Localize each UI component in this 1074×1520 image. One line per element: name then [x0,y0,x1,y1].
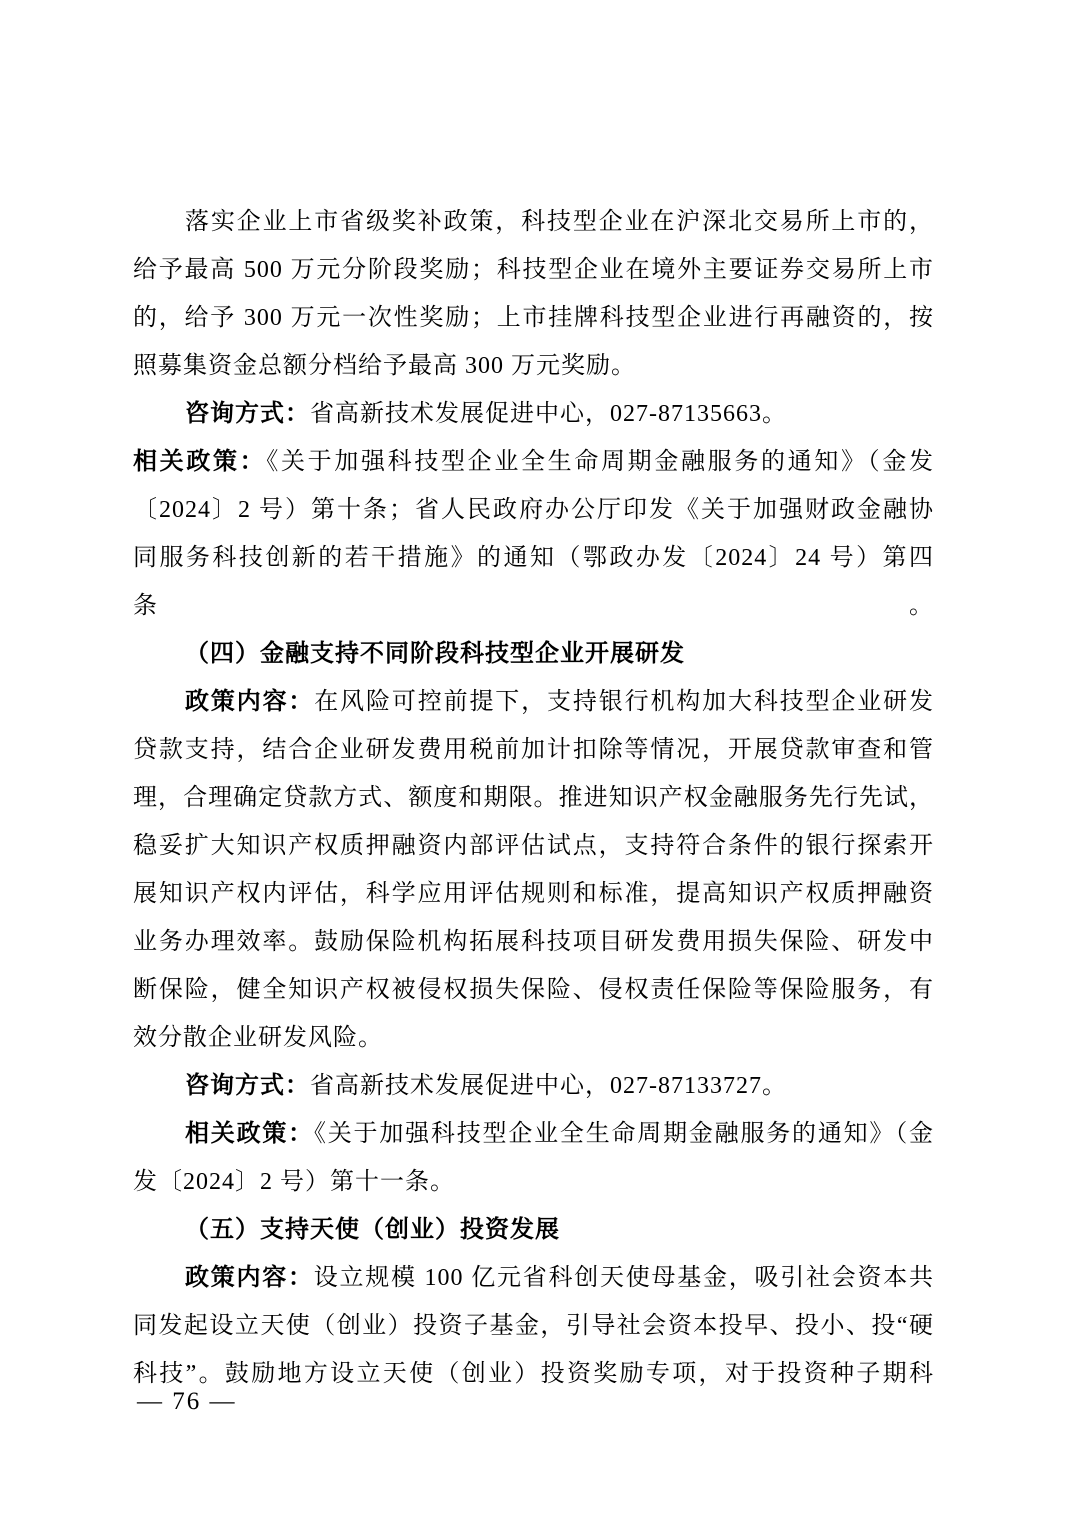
line-text: 《关于加强科技型企业全生命周期金融服务的通知》（金发 [266,449,935,475]
text-line [133,198,934,246]
line-text: 省高新技术发展促进中心，027-87135663。 [310,401,787,427]
line-text: 同服务科技创新的若干措施》的通知（鄂政办发〔2024〕24 号）第四条。 [133,545,934,619]
text-line [133,1350,934,1398]
field-label: 政策内容： [185,1265,314,1291]
text-line [133,1110,934,1158]
line-text: 业务办理效率。鼓励保险机构拓展科技项目研发费用损失保险、研发中 [133,929,934,955]
text-line [133,822,934,870]
text-line [133,294,934,342]
text-line [133,390,934,438]
line-text: 同发起设立天使（创业）投资子基金，引导社会资本投早、投小、投“硬 [133,1313,934,1339]
text-line [133,774,934,822]
field-label: 相关政策： [133,449,267,475]
text-line [133,918,934,966]
line-text: 贷款支持，结合企业研发费用税前加计扣除等情况，开展贷款审查和管 [133,737,934,763]
text-line [133,1302,934,1350]
text-line [133,486,934,534]
line-text: 断保险，健全知识产权被侵权损失保险、侵权责任保险等保险服务，有 [133,977,934,1003]
line-text: 《关于加强科技型企业全生命周期金融服务的通知》（金 [313,1121,935,1147]
field-label: 咨询方式： [185,401,310,427]
field-label: 咨询方式： [185,1073,310,1099]
line-text: 设立规模 100 亿元省科创天使母基金，吸引社会资本共 [313,1265,934,1291]
line-text: 给予最高 500 万元分阶段奖励；科技型企业在境外主要证券交易所上市 [133,257,934,283]
line-text: 效分散企业研发风险。 [133,1025,383,1051]
page-number: — 76 — [137,1388,237,1415]
line-text: 照募集资金总额分档给予最高 300 万元奖励。 [133,353,636,379]
line-text: 展知识产权内评估，科学应用评估规则和标准，提高知识产权质押融资 [133,881,934,907]
text-line [133,246,934,294]
text-line [133,1158,934,1206]
line-text: 发〔2024〕2 号）第十一条。 [133,1169,455,1195]
section-heading [133,1206,934,1254]
section-heading [133,630,934,678]
text-line [133,1014,934,1062]
line-text: 科技”。鼓励地方设立天使（创业）投资奖励专项，对于投资种子期科 [133,1361,934,1387]
text-line [133,870,934,918]
line-text: 落实企业上市省级奖补政策，科技型企业在沪深北交易所上市的， [185,209,934,235]
text-line [133,726,934,774]
line-text: 稳妥扩大知识产权质押融资内部评估试点，支持符合条件的银行探索开 [133,833,934,859]
line-text: （五）支持天使（创业）投资发展 [185,1217,560,1243]
text-line [133,1062,934,1110]
line-text: 〔2024〕2 号）第十条；省人民政府办公厅印发《关于加强财政金融协 [133,497,934,523]
text-line [133,534,934,630]
text-line [133,1254,934,1302]
line-text: 的，给予 300 万元一次性奖励；上市挂牌科技型企业进行再融资的，按 [133,305,934,331]
text-line [133,966,934,1014]
text-line [133,678,934,726]
text-line [133,342,934,390]
field-label: 相关政策： [185,1121,314,1147]
line-text: （四）金融支持不同阶段科技型企业开展研发 [185,641,685,667]
field-label: 政策内容： [185,689,315,715]
line-text: 在风险可控前提下，支持银行机构加大科技型企业研发 [314,689,935,715]
text-line [133,438,934,486]
document-body [133,198,934,1398]
line-text: 理，合理确定贷款方式、额度和期限。推进知识产权金融服务先行先试， [133,785,934,811]
line-text: 省高新技术发展促进中心，027-87133727。 [310,1073,787,1099]
